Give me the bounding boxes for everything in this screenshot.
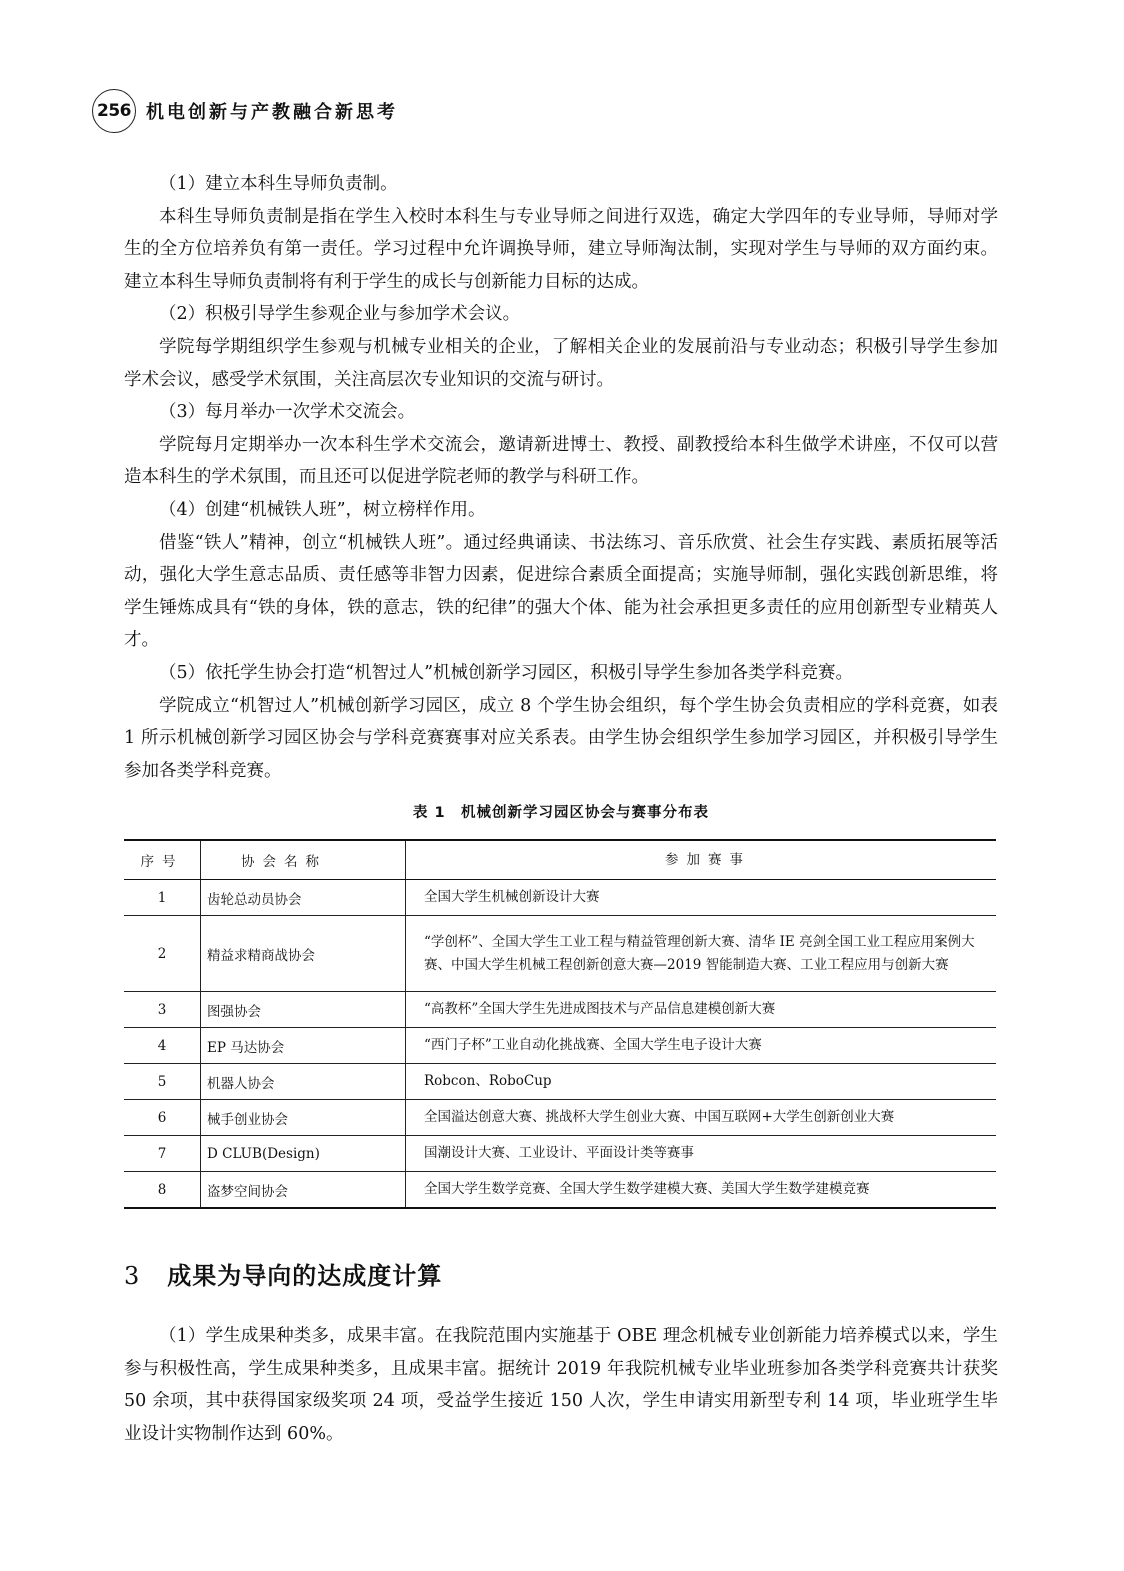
paragraph: 本科生导师负责制是指在学生入校时本科生与专业导师之间进行双选，确定大学四年的专业导师，导师对学生的全方位培养负有第一责任。学习过程中允许调换导师，建立导师淘汰制，实现对学生与导师的双方面约束。建立本科生导师负责制将有利于学生的成长与创新能力目标的达成。 bbox=[124, 206, 998, 292]
cell-competitions: 全国大学生机械创新设计大赛 bbox=[406, 880, 997, 916]
running-header bbox=[92, 88, 398, 134]
cell-index: 3 bbox=[124, 992, 201, 1028]
association-competition-table bbox=[124, 839, 996, 1209]
cell-association: 精益求精商战协会 bbox=[201, 916, 406, 992]
paragraph: （1）建立本科生导师负责制。 bbox=[159, 174, 398, 194]
cell-index: 4 bbox=[124, 1028, 201, 1064]
cell-index: 1 bbox=[124, 880, 201, 916]
section-heading bbox=[124, 1256, 442, 1291]
cell-competitions: 全国溢达创意大赛、挑战杯大学生创业大赛、中国互联网+大学生创新创业大赛 bbox=[406, 1100, 997, 1136]
paragraph: （3）每月举办一次学术交流会。 bbox=[159, 402, 416, 423]
paragraph: （2）积极引导学生参观企业与参加学术会议。 bbox=[159, 304, 521, 325]
paragraph: （5）依托学生协会打造“机智过人”机械创新学习园区，积极引导学生参加各类学科竞赛。 bbox=[159, 662, 854, 683]
cell-competitions: 全国大学生数学竞赛、全国大学生数学建模大赛、美国大学生数学建模竞赛 bbox=[406, 1172, 997, 1209]
header-cell-index: 序号 bbox=[124, 840, 201, 880]
cell-competitions: “高教杯”全国大学生先进成图技术与产品信息建模创新大赛 bbox=[406, 992, 997, 1028]
section-title: 成果为导向的达成度计算 bbox=[167, 1262, 443, 1290]
cell-competitions: “学创杯”、全国大学生工业工程与精益管理创新大赛、清华 IE 亮剑全国工业工程应用案例大赛、中国大学生机械工程创新创意大赛—2019 智能制造大赛、工业工程应用与创新大赛 bbox=[406, 916, 997, 992]
table-row bbox=[124, 1172, 996, 1209]
cell-association: D CLUB(Design) bbox=[201, 1136, 406, 1172]
page-number-badge: 256 bbox=[92, 89, 136, 133]
table-row bbox=[124, 992, 996, 1028]
table-row bbox=[124, 1028, 996, 1064]
table-row bbox=[124, 1136, 996, 1172]
body-text-block-2 bbox=[124, 1320, 998, 1450]
paragraph: 学院每月定期举办一次本科生学术交流会，邀请新进博士、教授、副教授给本科生做学术讲座，不仅可以营造本科生的学术氛围，而且还可以促进学院老师的教学与科研工作。 bbox=[124, 434, 998, 488]
cell-association: 盗梦空间协会 bbox=[201, 1172, 406, 1209]
cell-competitions: 国潮设计大赛、工业设计、平面设计类等赛事 bbox=[406, 1136, 997, 1172]
header-cell-competitions: 参加赛事 bbox=[406, 840, 997, 880]
table-header-row bbox=[124, 840, 996, 880]
paragraph: （4）创建“机械铁人班”，树立榜样作用。 bbox=[159, 499, 486, 520]
table-row bbox=[124, 1064, 996, 1100]
paragraph: （1）学生成果种类多，成果丰富。在我院范围内实施基于 OBE 理念机械专业创新能力培养模式以来，学生参与积极性高，学生成果种类多，且成果丰富。据统计 2019 年我院机械专业毕业班参加各类学科竞赛共计获奖 50 余项，其中获得国家级奖项 24 项，受益学生接近 150 人次，学生申请实用新型专利 14 项，毕业班学生毕业设计实物制作达到 60%。 bbox=[124, 1326, 998, 1444]
cell-index: 7 bbox=[124, 1136, 201, 1172]
table-caption: 表 1 机械创新学习园区协会与赛事分布表 bbox=[412, 805, 710, 821]
cell-competitions: Robcon、RoboCup bbox=[406, 1064, 997, 1100]
paragraph: 学院成立“机智过人”机械创新学习园区，成立 8 个学生协会组织，每个学生协会负责相应的学科竞赛，如表 1 所示机械创新学习园区协会与学科竞赛赛事对应关系表。由学生协会组织学生参加学习园区，并积极引导学生参加各类学科竞赛。 bbox=[124, 695, 998, 781]
cell-index: 2 bbox=[124, 916, 201, 992]
cell-index: 8 bbox=[124, 1172, 201, 1209]
table-row bbox=[124, 880, 996, 916]
body-text-block-1 bbox=[124, 168, 998, 787]
cell-association: 图强协会 bbox=[201, 992, 406, 1028]
cell-index: 6 bbox=[124, 1100, 201, 1136]
section-number: 3 bbox=[124, 1262, 140, 1290]
cell-association: 齿轮总动员协会 bbox=[201, 880, 406, 916]
cell-index: 5 bbox=[124, 1064, 201, 1100]
cell-association: 机器人协会 bbox=[201, 1064, 406, 1100]
table-row bbox=[124, 1100, 996, 1136]
paragraph: 借鉴“铁人”精神，创立“机械铁人班”。通过经典诵读、书法练习、音乐欣赏、社会生存实践、素质拓展等活动，强化大学生意志品质、责任感等非智力因素，促进综合素质全面提高；实施导师制，强化实践创新思维，将学生锤炼成具有“铁的身体，铁的意志，铁的纪律”的强大个体、能为社会承担更多责任的应用创新型专业精英人才。 bbox=[124, 532, 998, 651]
cell-competitions: “西门子杯”工业自动化挑战赛、全国大学生电子设计大赛 bbox=[406, 1028, 997, 1064]
header-cell-association: 协会名称 bbox=[201, 840, 406, 880]
paragraph: 学院每学期组织学生参观与机械专业相关的企业，了解相关企业的发展前沿与专业动态；积极引导学生参加学术会议，感受学术氛围，关注高层次专业知识的交流与研讨。 bbox=[124, 336, 998, 390]
book-title: 机电创新与产教融合新思考 bbox=[146, 102, 398, 123]
cell-association: EP 马达协会 bbox=[201, 1028, 406, 1064]
cell-association: 械手创业协会 bbox=[201, 1100, 406, 1136]
table-row bbox=[124, 916, 996, 992]
